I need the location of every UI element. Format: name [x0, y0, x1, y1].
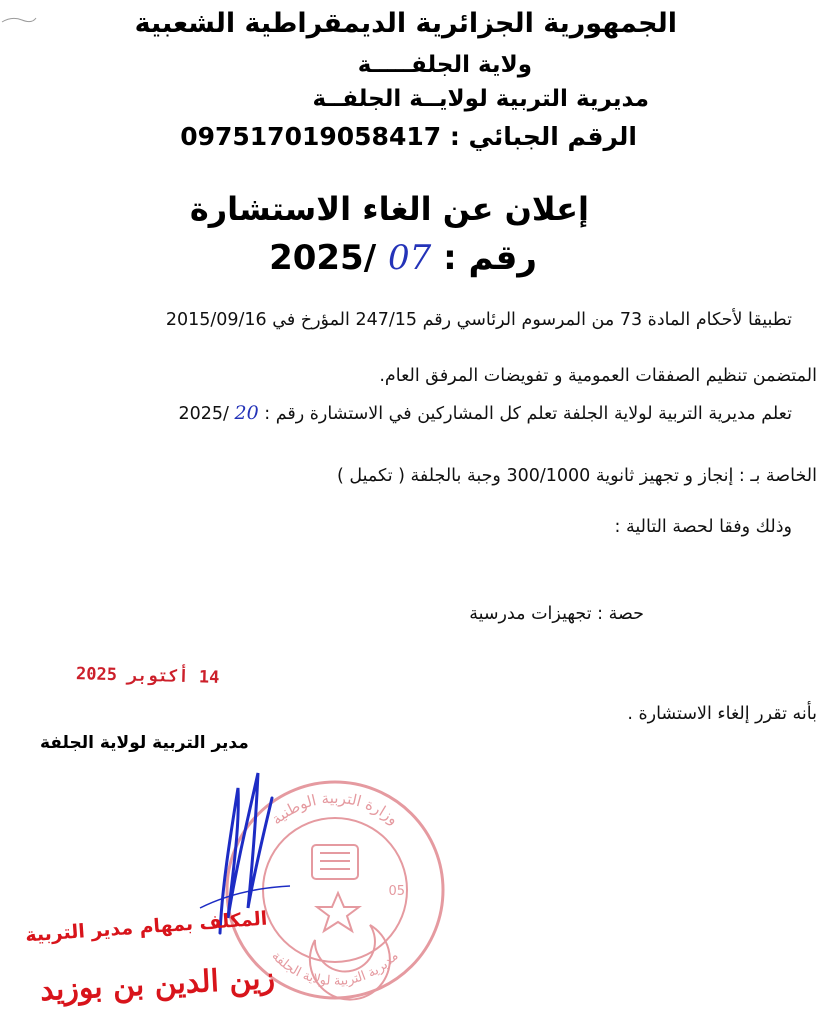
- tax-id-number: 097517019058417: [180, 122, 442, 151]
- body-line-lot-intro: وذلك وفقا لحصة التالية :: [614, 517, 792, 537]
- date-stamp-year: 2025: [75, 664, 118, 686]
- consultation-number-handwritten: 20: [234, 402, 259, 424]
- lot-line: حصة : تجهيزات مدرسية: [469, 604, 644, 624]
- date-stamp-month: أكتوبر: [126, 665, 189, 688]
- announcement-number-label: رقم :: [443, 238, 537, 278]
- seal-top-text: وزارة التربية الوطنية: [267, 788, 403, 829]
- body-line-regulation: المتضمن تنظيم الصفقات العمومية و تفويضات المرفق العام.: [379, 366, 817, 386]
- body-line-notice: [178, 402, 792, 424]
- date-stamp-day: 14: [198, 667, 220, 688]
- director-title: مدير التربية لولاية الجلفة: [40, 733, 249, 753]
- directorate-header: مديرية التربية لولايــة الجلفــة: [312, 86, 649, 112]
- seal-bottom-text: مديرية التربية لولاية الجلفة: [268, 948, 402, 990]
- country-header: الجمهورية الجزائرية الديمقراطية الشعبية: [134, 8, 677, 39]
- announcement-number-line: [269, 238, 537, 278]
- announcement-number-year: 2025/: [269, 238, 377, 278]
- notice-text: تعلم مديرية التربية لولاية الجلفة تعلم كل المشاركين في الاستشارة رقم :: [264, 404, 792, 424]
- date-stamp: [76, 664, 220, 688]
- consultation-year: /2025: [178, 404, 229, 424]
- acting-director-role: المكلف بمهام مدير التربية: [24, 907, 268, 947]
- director-name: زين الدين بن بوزيد: [39, 960, 276, 1009]
- announcement-number-handwritten: 07: [387, 238, 432, 278]
- corner-scribble-mark: [0, 10, 40, 30]
- announcement-title: إعلان عن الغاء الاستشارة: [189, 190, 589, 228]
- tax-id-line: [180, 122, 637, 151]
- body-line-legal-basis: تطبيقا لأحكام المادة 73 من المرسوم الرئاسي رقم 247/15 المؤرخ في 2015/09/16: [165, 310, 792, 330]
- wilaya-header: ولاية الجلفـــــة: [357, 52, 532, 78]
- tax-id-label: الرقم الجبائي :: [449, 122, 637, 151]
- decision-line: بأنه تقرر إلغاء الاستشارة .: [627, 704, 817, 724]
- body-line-project: الخاصة بـ : إنجاز و تجهيز ثانوية 300/1000 وجبة بالجلفة ( تكميل ): [337, 466, 817, 486]
- seal-code: 05: [388, 884, 405, 899]
